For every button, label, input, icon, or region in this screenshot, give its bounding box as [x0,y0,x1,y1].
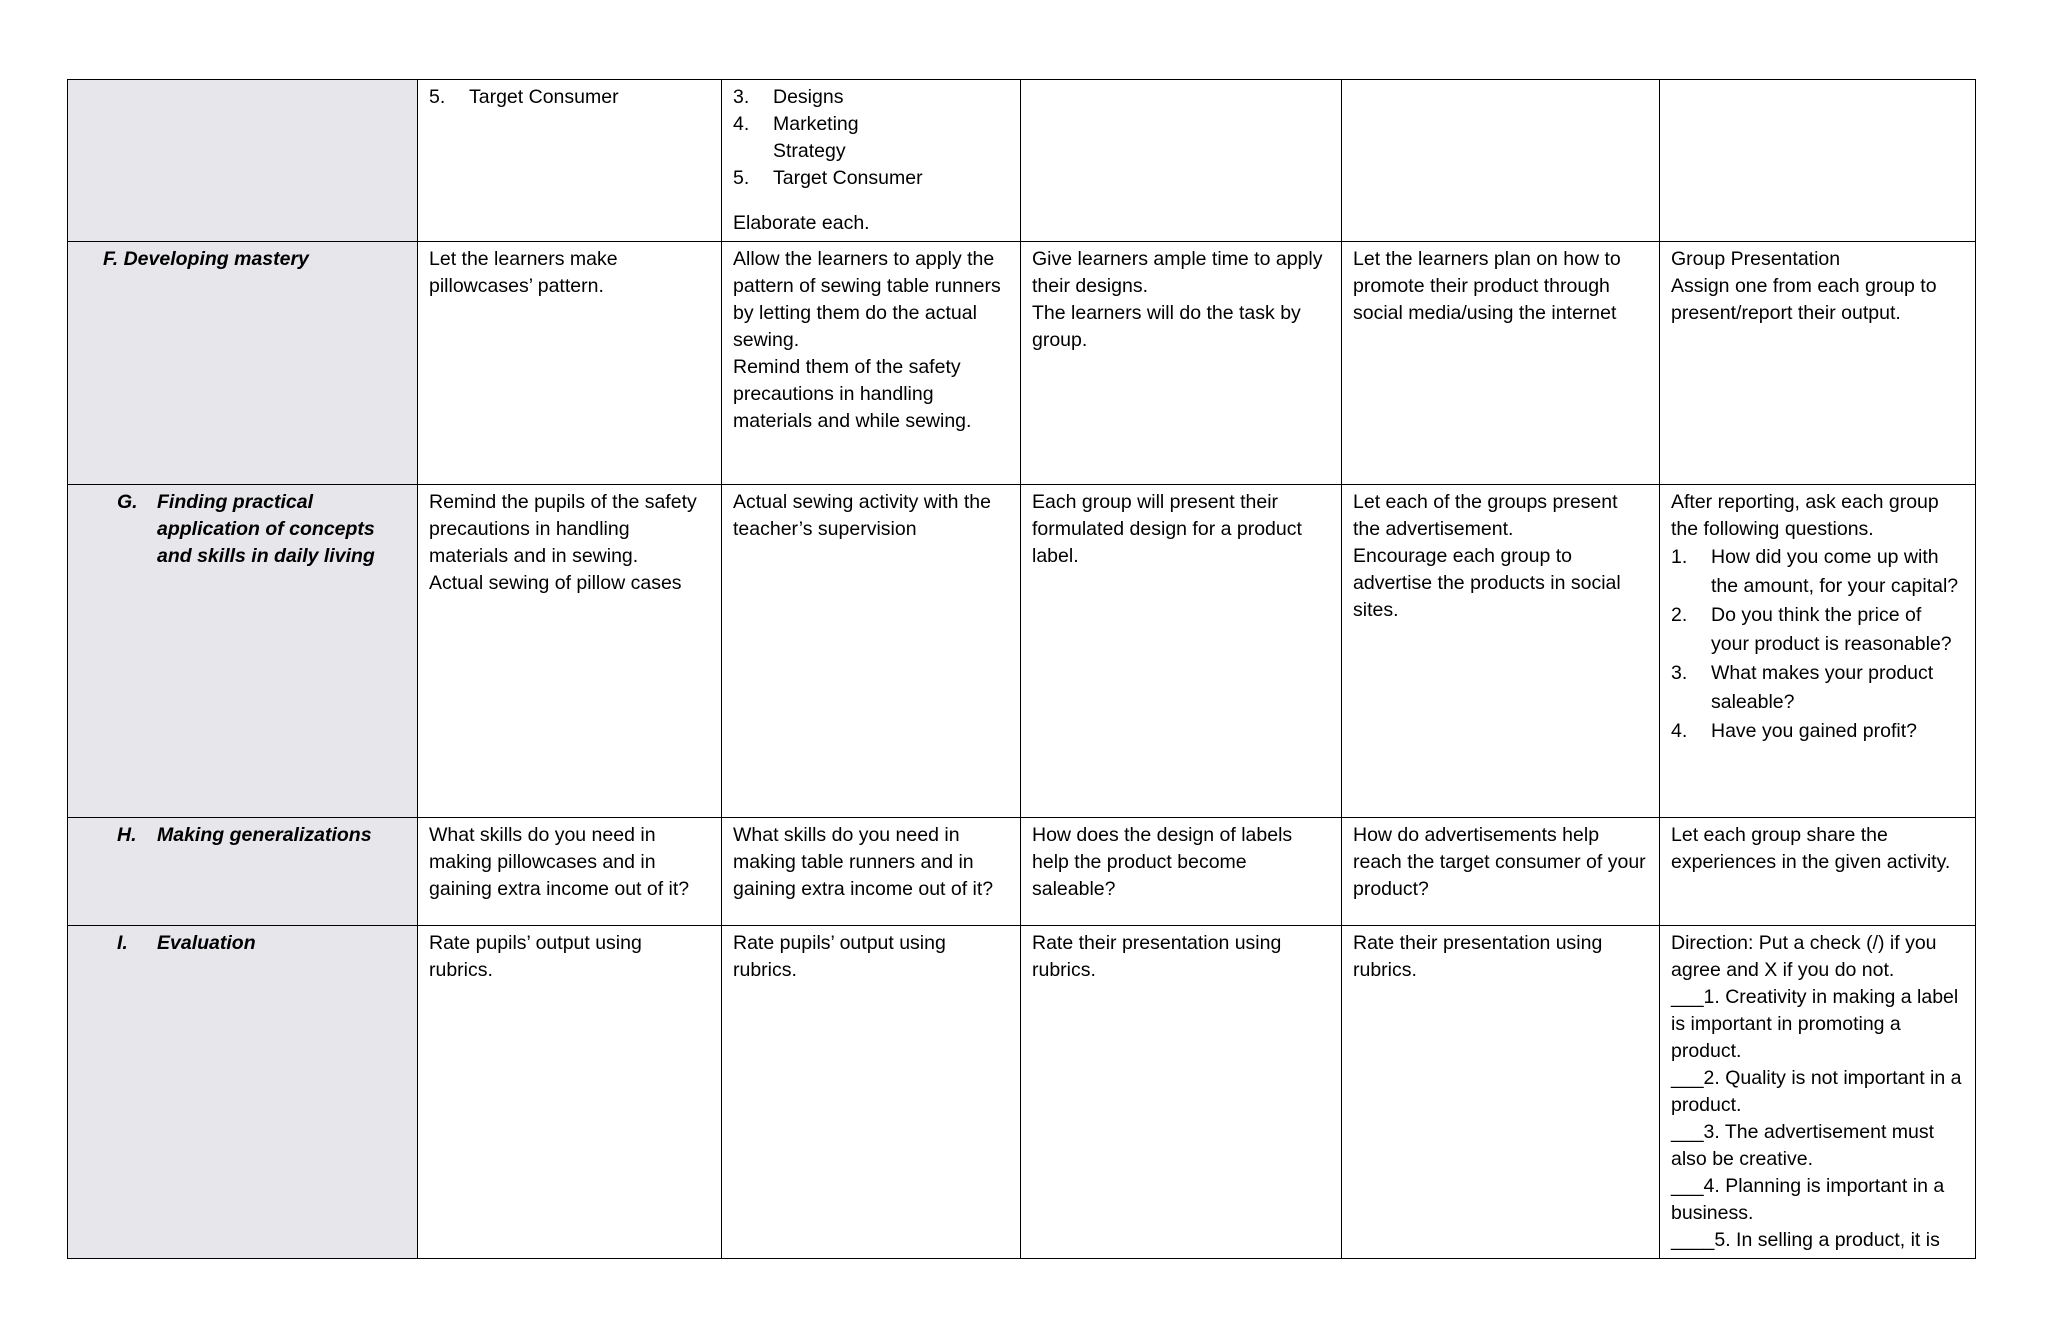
row-label-text: Making generalizations [157,824,372,846]
list-item [1671,659,1964,717]
list-number: 3. [733,86,750,108]
evaluation-item: ___4. Planning is important in a business. [1671,1175,1945,1224]
cell-text: The learners will do the task by group. [1032,302,1301,351]
cell-day1 [418,818,722,926]
cell-text: Rate pupils’ output using rubrics. [733,932,946,981]
cell-text: Allow the learners to apply the pattern of sewing table runners by letting them do the actual sewing. [733,248,1001,351]
cell-day4 [1342,242,1660,485]
cell-text: What skills do you need in making pillowcases and in gaining extra income out of it? [429,824,690,900]
cell-day3 [1021,242,1342,485]
cell-day1 [418,80,722,242]
cell-day1 [418,485,722,818]
cell-text: Rate their presentation using rubrics. [1353,932,1603,981]
cell-text: Remind them of the safety precautions in handling materials and while sewing. [733,356,972,432]
cell-text: Give learners ample time to apply their designs. [1032,248,1323,297]
cell-day4 [1342,818,1660,926]
list-number: 5. [733,167,750,189]
cell-day5 [1660,242,1976,485]
evaluation-item: ____5. In selling a product, it is [1671,1229,1940,1251]
cell-day2 [722,80,1021,242]
list-item [733,84,1009,111]
cell-day3 [1021,818,1342,926]
row-label [79,822,406,849]
cell-day3 [1021,80,1342,242]
direction-text: Direction: Put a check (/) if you agree and X if you do not. [1671,932,1937,981]
cell-day4 [1342,926,1660,1259]
list-number: 2. [1671,604,1688,626]
row-label-cell [68,485,418,818]
cell-day1 [418,242,722,485]
cell-day2 [722,926,1021,1259]
cell-text: Remind the pupils of the safety precautions in handling materials and in sewing. [429,491,697,567]
cell-day5 [1660,485,1976,818]
list-text: Target Consumer [773,167,923,189]
cell-text: Each group will present their formulated design for a product label. [1032,491,1302,567]
row-label-cell [68,242,418,485]
row-label [79,930,406,957]
cell-text: Actual sewing activity with the teacher’s supervision [733,491,991,540]
cell-text: Assign one from each group to present/report their output. [1671,275,1937,324]
list-item [1671,601,1964,659]
cell-text: Let the learners make pillowcases’ pattern. [429,248,618,297]
list-text: Marketing Strategy [773,113,859,162]
list-number: 4. [733,113,750,135]
list-item [733,165,1009,192]
cell-day2 [722,485,1021,818]
table-row-f [68,242,1976,485]
lesson-plan-table [67,79,1976,1259]
row-label [79,489,406,570]
cell-day4 [1342,485,1660,818]
table-row-continuation [68,80,1976,242]
row-marker: G. [117,491,138,513]
row-label-cell [68,80,418,242]
list-item [429,84,710,111]
cell-day2 [722,242,1021,485]
list-number: 1. [1671,546,1688,568]
list-number: 3. [1671,662,1688,684]
row-label-text: Finding practical application of concepts and skills in daily living [157,491,375,567]
list-text: Target Consumer [469,86,619,108]
table-row-g [68,485,1976,818]
cell-text: Rate their presentation using rubrics. [1032,932,1282,981]
list-text: Do you think the price of your product is reasonable? [1711,604,1952,655]
row-marker: H. [117,824,137,846]
row-marker: I. [117,932,128,954]
note-text: Elaborate each. [733,212,870,234]
cell-text: After reporting, ask each group the following questions. [1671,491,1939,540]
row-label-cell [68,926,418,1259]
cell-day5 [1660,80,1976,242]
cell-day2 [722,818,1021,926]
cell-day3 [1021,485,1342,818]
list-item [1671,543,1964,601]
cell-day3 [1021,926,1342,1259]
list-text: What makes your product saleable? [1711,662,1934,713]
cell-text: Group Presentation [1671,248,1841,270]
list-text: Have you gained profit? [1711,720,1917,742]
evaluation-item: ___2. Quality is not important in a product. [1671,1067,1962,1116]
numbered-list [733,84,1009,192]
list-text: How did you come up with the amount, for your capital? [1711,546,1959,597]
table-row-i [68,926,1976,1259]
cell-text: How do advertisements help reach the target consumer of your product? [1353,824,1646,900]
list-item [733,111,1009,165]
list-number: 4. [1671,720,1688,742]
cell-text: Let each of the groups present the advertisement. [1353,491,1618,540]
list-text: Designs [773,86,844,108]
cell-text: Rate pupils’ output using rubrics. [429,932,642,981]
cell-day1 [418,926,722,1259]
cell-text: Encourage each group to advertise the products in social sites. [1353,545,1621,621]
cell-day4 [1342,80,1660,242]
row-label-cell [68,818,418,926]
table-row-h [68,818,1976,926]
cell-text: How does the design of labels help the product become saleable? [1032,824,1293,900]
row-label-text: Evaluation [157,932,256,954]
question-list [1671,543,1964,746]
evaluation-item: ___3. The advertisement must also be creative. [1671,1121,1935,1170]
evaluation-item: ___1. Creativity in making a label is important in promoting a product. [1671,986,1959,1062]
list-item [1671,717,1964,746]
numbered-list [429,84,710,111]
cell-text: What skills do you need in making table runners and in gaining extra income out of it? [733,824,994,900]
cell-text: Let the learners plan on how to promote their product through social media/using the internet [1353,248,1621,324]
cell-text: Actual sewing of pillow cases [429,572,682,594]
cell-day5 [1660,818,1976,926]
row-label: F. Developing mastery [103,248,309,270]
cell-text: Let each group share the experiences in the given activity. [1671,824,1951,873]
cell-day5 [1660,926,1976,1259]
list-number: 5. [429,86,446,108]
